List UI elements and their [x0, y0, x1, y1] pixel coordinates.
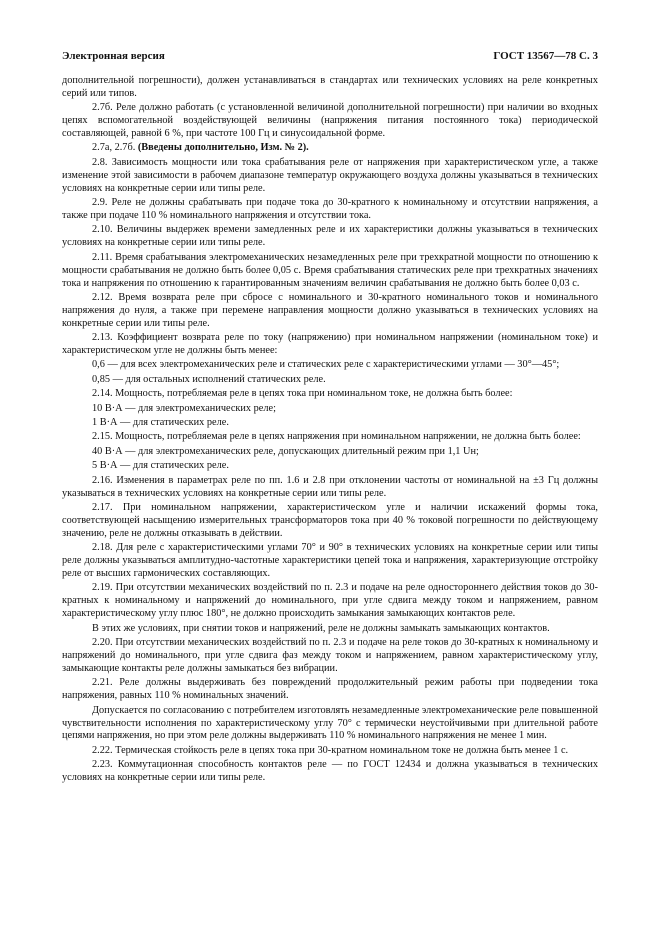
paragraph	[62, 157, 598, 196]
paragraph-text: 2.14. Мощность, потребляемая реле в цепях тока при номинальном токе, не должна быть более:	[92, 388, 513, 400]
paragraph-text: 10 В·А — для электромеханических реле;	[92, 402, 276, 414]
paragraph	[62, 388, 598, 401]
paragraph	[62, 417, 598, 430]
paragraph	[62, 460, 598, 473]
page-header	[62, 50, 598, 63]
paragraph	[62, 75, 598, 101]
paragraph-text: 2.9. Реле не должны срабатывать при подаче тока до 30-кратного к номинальному и отсутствии напряжения, а также при подаче 110 % номинального напряжения и отсутствии тока.	[62, 197, 598, 221]
paragraph-text: 2.7б. Реле должно работать (с установленной величиной дополнительной погрешности) при наличии во входных цепях вспомогательной воздействующей величины (напряжения питания постоянного тока) периодической составляющей, равной 6 %, при частоте 100 Гц и синусоидальной форме.	[62, 102, 598, 140]
paragraph-text: 2.8. Зависимость мощности или тока срабатывания реле от напряжения при характеристическом угле, а также изменение этой зависимости в рабочем диапазоне температур окружающего воздуха должны указываться в технических условиях на конкретные серии или типы реле.	[62, 156, 598, 194]
paragraph-text: 2.15. Мощность, потребляемая реле в цепях напряжения при номинальном напряжении, не должна быть более:	[92, 431, 581, 443]
paragraph	[62, 745, 598, 758]
paragraph-text: 2.18. Для реле с характеристическими углами 70° и 90° в технических условиях на конкретные серии или типы реле должны указываться амплитудно-частотные характеристики цепей тока и напряжения, характеризующие отстройку реле от высших гармонических составляющих.	[62, 542, 598, 580]
paragraph	[62, 705, 598, 744]
paragraph	[62, 475, 598, 501]
paragraph-text: Допускается по согласованию с потребителем изготовлять незамедленные электромеханические реле повышенной чувствительности исполнения по характеристическому углу 70° с термически неустойчивыми при длительной работе цепями напряжения, но при этом реле должны выдерживать 110 % номинального напряжения не менее 1 мин.	[62, 704, 598, 742]
paragraph	[62, 403, 598, 416]
paragraph	[62, 197, 598, 223]
edition-label: Электронная версия	[62, 50, 165, 62]
paragraph	[62, 446, 598, 459]
paragraph	[62, 142, 598, 155]
paragraph-text: 2.23. Коммутационная способность контактов реле — по ГОСТ 12434 и должна указываться в технических условиях на конкретные серии или типы реле.	[62, 759, 598, 784]
paragraph	[62, 431, 598, 444]
paragraph-text: 5 В·А — для статических реле.	[92, 460, 229, 472]
paragraph-text: 2.13. Коэффициент возврата реле по току (напряжению) при номинальном напряжении (номинальном токе) и характеристическом угле не должны быть менее:	[62, 332, 598, 357]
paragraph-text: 0,6 — для всех электромеханических реле и статических реле с характеристическими углами — 30°—45°;	[92, 359, 560, 371]
standard-page-ref: ГОСТ 13567—78 С. 3	[493, 50, 598, 62]
amendment-note: (Введены дополнительно, Изм. № 2).	[137, 142, 309, 154]
paragraph	[62, 224, 598, 250]
paragraph-text: 2.17. При номинальном напряжении, характеристическом угле и наличии искажений формы тока, соответствующей насыщению измерительных трансформаторов тока при 40 % токовой погрешности по действующему значению, реле не должны отказывать в действии.	[62, 502, 598, 539]
paragraph-text: 2.20. При отсутствии механических воздействий по п. 2.3 и подаче на реле токов до 30-кратных к номинальному и напряжений до номинального, при угле сдвига фаз между током и напряжением, равном характеристическому углу, замыкающие контакты реле должны замыкаться без вибрации.	[62, 637, 598, 674]
paragraph-text: 0,85 — для остальных исполнений статических реле.	[92, 373, 326, 385]
paragraph	[62, 759, 598, 785]
paragraph	[62, 637, 598, 676]
paragraph	[62, 332, 598, 358]
paragraph	[62, 623, 598, 636]
paragraph-text: дополнительной погрешности), должен устанавливаться в стандартах или технических условиях на реле конкретных серий или типов.	[62, 74, 598, 99]
paragraph	[62, 502, 598, 541]
paragraph-text: 40 В·А — для электромеханических реле, допускающих длительный режим при 1,1 Uн;	[92, 445, 479, 457]
paragraph	[62, 374, 598, 387]
paragraph	[62, 677, 598, 703]
paragraph-text: 2.19. При отсутствии механических воздействий по п. 2.3 и подаче на реле одностороннего действия токов до 30-кратных к номинальному и напряжений до номинального, при угле сдвига между током и напряжением, равном характеристическому углу плюс 180°, не должно происходить замыкания замыкающих контактов реле.	[62, 582, 598, 620]
paragraph	[62, 252, 598, 291]
paragraph-text: 2.16. Изменения в параметрах реле по пп. 1.6 и 2.8 при отклонении частоты от номинальной на ±3 Гц должны указываться в технических условиях на конкретные серии или типы реле.	[62, 474, 598, 499]
paragraph-text: 2.11. Время срабатывания электромеханических незамедленных реле при трехкратной мощности по отношению к мощности срабатывания не должно быть более 0,05 с. Время срабатывания статических реле при трехкратных значениях тока и напряжения по отношению к гарантированным значениям величин срабатывания не должно быть более 0,03 с.	[62, 251, 598, 289]
paragraph-text: 2.22. Термическая стойкость реле в цепях тока при 30-кратном номинальном токе не должна быть менее 1 с.	[92, 744, 569, 756]
paragraph-text: 2.21. Реле должны выдерживать без повреждений продолжительный режим работы при подведении тока напряжения, равных 110 % номинальных значений.	[62, 677, 598, 702]
paragraph	[62, 292, 598, 331]
paragraph	[62, 542, 598, 581]
document-body	[62, 75, 598, 785]
paragraph	[62, 102, 598, 141]
paragraph-text: 2.12. Время возврата реле при сбросе с номинального и 30-кратного номинального токов и номинального напряжения до нуля, а также при перемене направления мощности должно указываться в технических условиях на конкретные серии или типы реле.	[62, 291, 598, 329]
paragraph-text: В этих же условиях, при снятии токов и напряжений, реле не должны замыкать замыкающих контактов.	[92, 622, 550, 634]
paragraph-text: 2.7а, 2.7б.	[92, 142, 136, 154]
paragraph-text: 2.10. Величины выдержек времени замедленных реле и их характеристики должны указываться в технических условиях на конкретные серии или типы реле.	[62, 224, 598, 249]
paragraph-text: 1 В·А — для статических реле.	[92, 417, 229, 429]
paragraph	[62, 582, 598, 621]
document-page	[62, 50, 598, 787]
paragraph	[62, 359, 598, 372]
